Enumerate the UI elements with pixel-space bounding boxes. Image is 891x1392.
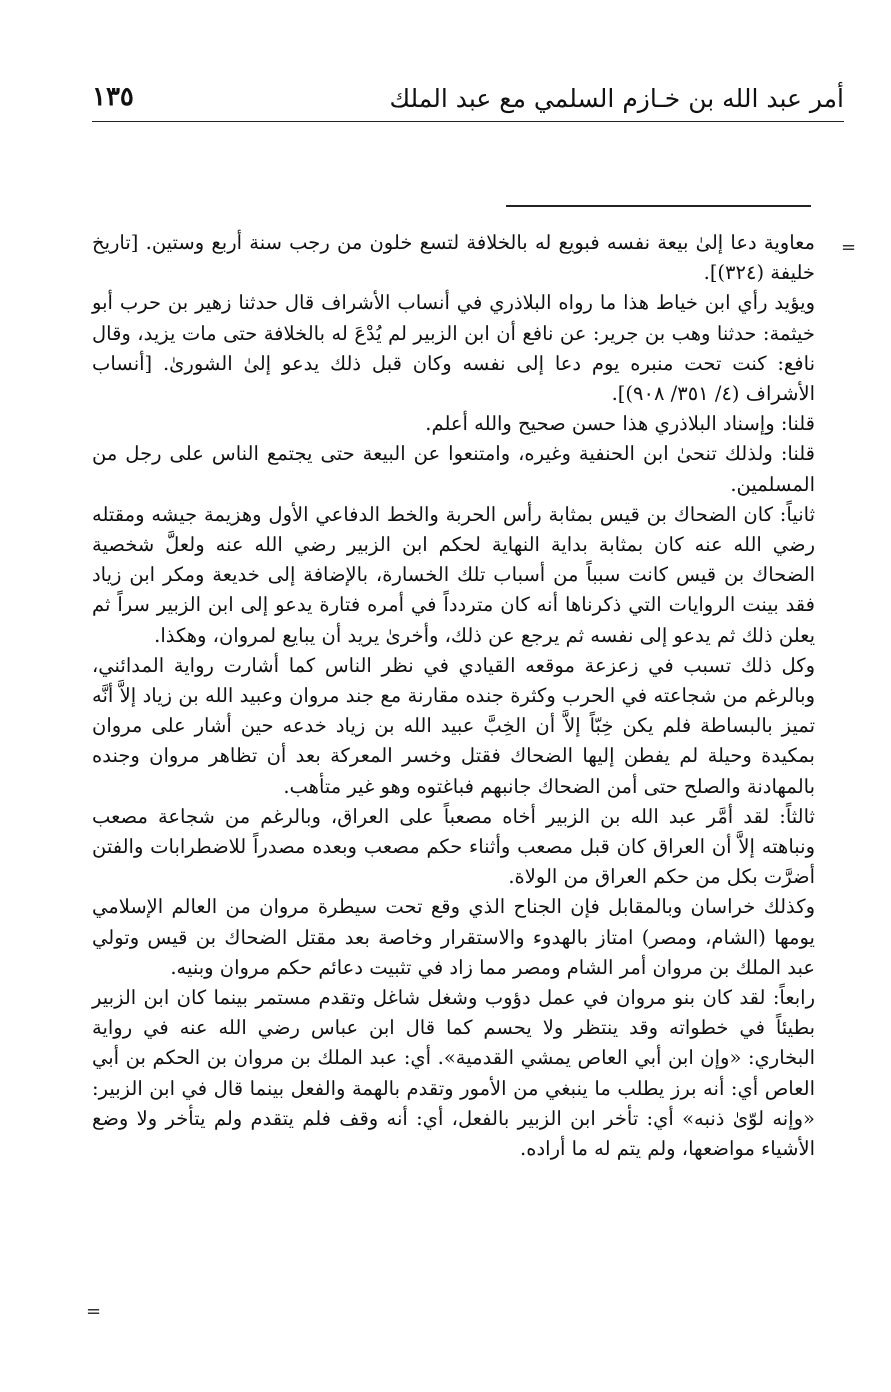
footnote-text [92, 228, 815, 1164]
chapter-title: أمر عبد الله بن خـازم السلمي مع عبد الملك [389, 84, 844, 113]
header-rule [92, 121, 844, 122]
paragraph: وكذلك خراسان وبالمقابل فإن الجناح الذي وقع تحت سيطرة مروان من العالم الإسلامي يومها (الشام، ومصر) امتاز بالهدوء والاستقرار وخاصة بعد مقتل الضحاك بن قيس وتولي عبد الملك بن مروان أمر الشام ومصر مما زاد في تثبيت دعائم حكم مروان وبنيه. [92, 895, 815, 979]
paragraph: وكل ذلك تسبب في زعزعة موقعه القيادي في نظر الناس كما أشارت رواية المدائني، وبالرغم من شجاعته في الحرب وكثرة جنده مقارنة مع جند مروان وعبيد الله بن زياد إلاَّ أنَّه تميز بالبساطة فلم يكن خِبّاً إلاَّ أن الخِبَّ عبيد الله بن زياد خدعه حين أشار على مروان بمكيدة وحيلة لم يفطن إليها الضحاك فقتل وخسر المعركة بعد أن تظاهر مروان وجنده بالمهادنة والصلح حتى أمن الضحاك جانبهم فباغتوه وهو غير متأهب. [92, 653, 815, 798]
page-number: ١٣٥ [92, 82, 134, 112]
paragraph: معاوية دعا إلىٰ بيعة نفسه فبويع له بالخلافة لتسع خلون من رجب سنة أربع وستين. [تاريخ خليفة (٣٢٤)]. [92, 231, 815, 285]
paragraph: ثالثاً: لقد أمَّر عبد الله بن الزبير أخاه مصعباً على العراق، وبالرغم من شجاعة مصعب ونباهته إلاَّ أن العراق كان قبل مصعب وأثناء حكم مصعب وبعده مصدراً للاضطرابات والفتن أضرَّت بكل من حكم العراق من الولاة. [92, 804, 815, 889]
continuation-mark-bottom: = [86, 1301, 102, 1322]
paragraph: قلنا: ولذلك تنحىٰ ابن الحنفية وغيره، وامتنعوا عن البيعة حتى يجتمع الناس على رجل من المسلمين. [92, 442, 815, 496]
paragraph: رابعاً: لقد كان بنو مروان في عمل دؤوب وشغل شاغل وتقدم مستمر بينما كان ابن الزبير بطيئاً في خطواته وقد ينتظر ولا يحسم كما قال ابن عباس رضي الله عنه في رواية البخاري: «وإن ابن أبي العاص يمشي القدمية». أي: عبد الملك بن مروان بن الحكم بن أبي العاص أي: أنه برز يطلب ما ينبغي من الأمور وتقدم بالهمة والفعل بينما قال في ابن الزبير: «وإنه لوّىٰ ذنبه» أي: تأخر ابن الزبير بالفعل، أي: أنه وقف فلم يتقدم ولم يتأخر ولا وضع الأشياء مواضعها، ولم يتم له ما أراده. [92, 986, 815, 1161]
paragraph: قلنا: وإسناد البلاذري هذا حسن صحيح والله أعلم. [425, 412, 815, 436]
footnote-separator [506, 205, 811, 207]
running-header [92, 78, 844, 122]
paragraph: ويؤيد رأي ابن خياط هذا ما رواه البلاذري في أنساب الأشراف قال حدثنا زهير بن حرب أبو خيثمة: حدثنا وهب بن جرير: عن نافع أن ابن الزبير لم يُدْعَ له بالخلافة حتى مات يزيد، وقال نافع: كنت تحت منبره يوم دعا إلى نفسه وكان قبل ذلك يدعو إلىٰ الشورىٰ. [أنساب الأشراف (٤/ ٣٥١/ ٩٠٨)]. [92, 291, 815, 406]
paragraph: ثانياً: كان الضحاك بن قيس بمثابة رأس الحربة والخط الدفاعي الأول وهزيمة جيشه ومقتله رضي الله عنه كان بمثابة بداية النهاية لحكم ابن الزبير رضي الله عنه ولعلَّ شخصية الضحاك بن قيس كانت سبباً من أسباب تلك الخسارة، بالإضافة إلى خديعة ومكر ابن زياد فقد بينت الروايات التي ذكرناها أنه كان متردداً في أمره فتارة يدعو إلى ابن الزبير سراً ثم يعلن ذلك ثم يدعو إلى نفسه ثم يرجع عن ذلك، وأخرىٰ يريد أن يبايع لمروان، وهكذا. [92, 502, 815, 647]
continuation-mark-top: = [841, 237, 857, 258]
